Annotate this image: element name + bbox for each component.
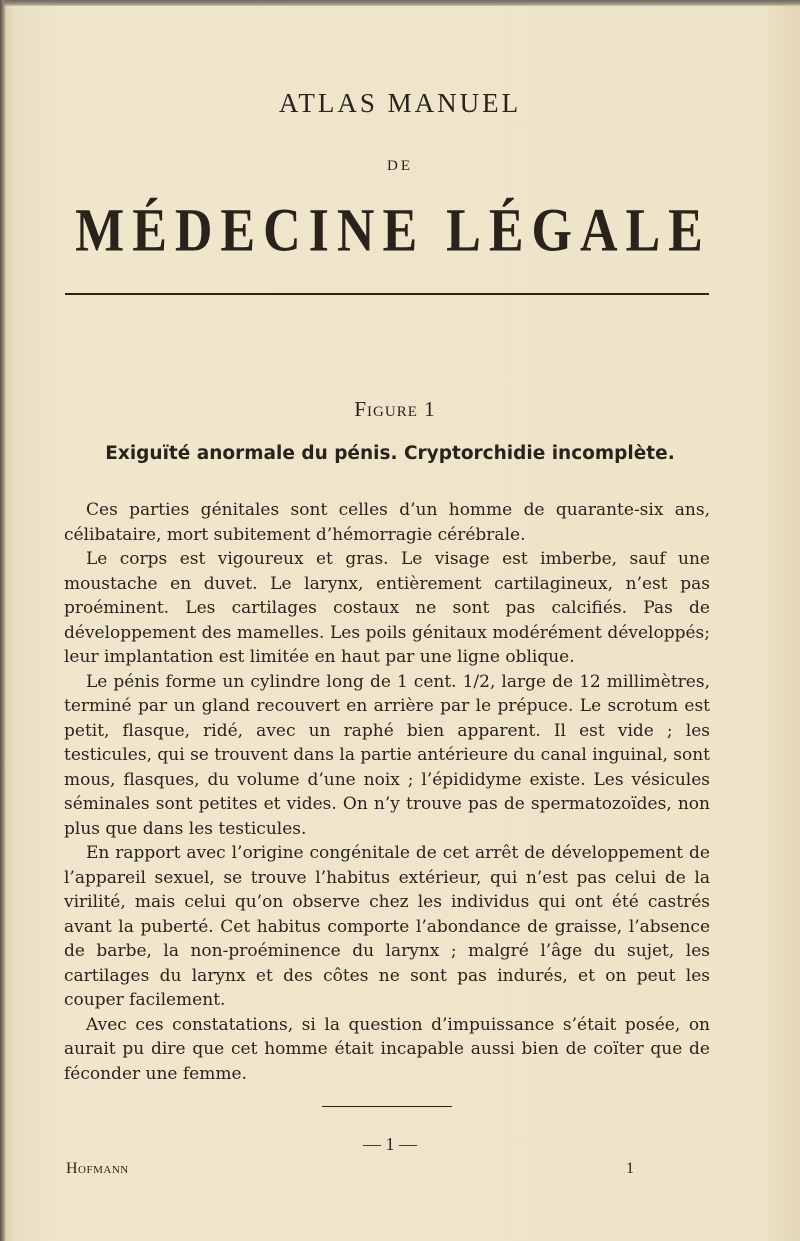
paragraph: Le corps est vigoureux et gras. Le visage est imberbe, sauf une moustache en duvet. Le larynx, entièrement cartilagineux, n’est pas proéminent. Les cartilages costaux ne sont pas calcifiés. Pas de développement des mamelles. Les poils génitaux modérément développés; leur implantation est limitée en haut par une ligne oblique. — [64, 549, 710, 667]
page-number: — 1 — — [363, 1134, 417, 1154]
footer-author: Hofmann — [66, 1160, 129, 1177]
book-title-main: MÉDECINE LÉGALE — [75, 197, 711, 265]
title-rule — [65, 293, 709, 295]
figure-label: Figure 1 — [354, 397, 436, 421]
figure-title: Exiguïté anormale du pénis. Cryptorchidie incomplète. — [105, 443, 675, 464]
footer-signature-mark: 1 — [626, 1160, 634, 1177]
paragraph: Le pénis forme un cylindre long de 1 cent. 1/2, large de 12 millimètres, terminé par un gland recouvert en arrière par le prépuce. Le scrotum est petit, flasque, ridé, avec un raphé bien apparent. Il est vide ; les testicules, qui se trouvent dans la partie antérieure du canal inguinal, sont mous, flasques, du volume d’une noix ; l’épididyme existe. Les vésicules séminales sont petites et vides. On n’y trouve pas de spermatozoïdes, non plus que dans les testicules. — [64, 671, 710, 839]
book-title-line2: DE — [387, 158, 413, 174]
page-top-edge — [0, 0, 800, 6]
paragraph: Ces parties génitales sont celles d’un homme de quarante-six ans, célibataire, mort subitement d’hémorragie cérébrale. — [64, 500, 710, 545]
book-title-line1: ATLAS MANUEL — [278, 88, 522, 118]
page-binding-edge — [0, 0, 6, 1241]
paragraph: Avec ces constatations, si la question d’impuissance s’était posée, on aurait pu dire que cet homme était incapable aussi bien de coïter que de féconder une femme. — [64, 1014, 710, 1084]
end-rule — [322, 1106, 452, 1107]
paragraph: En rapport avec l’origine congénitale de cet arrêt de développement de l’appareil sexuel, se trouve l’habitus extérieur, qui n’est pas celui de la virilité, mais celui qu’on observe chez les individus qui ont été castrés avant la puberté. Cet habitus comporte l’abondance de graisse, l’absence de barbe, la non-proéminence du larynx ; malgré l’âge du sujet, les cartilages du larynx et des côtes ne sont pas indurés, et on peut les couper facilement. — [64, 843, 710, 1010]
body-text — [64, 498, 710, 1086]
